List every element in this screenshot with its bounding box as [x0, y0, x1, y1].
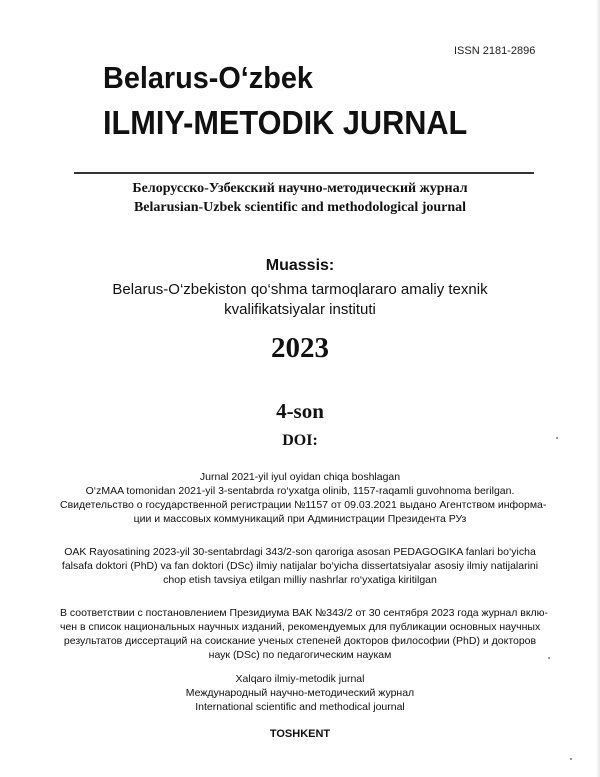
founder-name-line2: kvalifikatsiyalar instituti [224, 301, 376, 318]
page-edge-shadow [596, 0, 600, 777]
journal-type-ru: Международный научно-методический журнал [185, 687, 415, 699]
journal-type-uz: Xalqaro ilmiy-metodik jurnal [235, 673, 365, 685]
registration-paragraph [60, 470, 547, 526]
oak-russian-line: наук (DSc) по педагогическим наукам [208, 649, 392, 661]
journal-type-paragraph [60, 672, 540, 714]
oak-russian-paragraph [60, 606, 549, 662]
journal-title-line2: ILMIY-METODIK JURNAL [103, 104, 468, 141]
scan-speck [556, 437, 558, 439]
scan-speck [548, 657, 550, 659]
journal-type-en: International scientific and methodical journal [195, 701, 405, 713]
city-name: TOSHKENT [269, 728, 331, 740]
doi-label: DOI: [282, 432, 318, 449]
oak-uzbek-paragraph [60, 545, 540, 587]
subtitle-english: Belarusian-Uzbek scientific and methodological journal [133, 200, 467, 215]
oak-russian-line: В соответствии с постановлением Президиума ВАК №343/2 от 30 сентября 2023 года журнал вклю- [60, 607, 549, 619]
oak-uzbek-line: chop etish tavsiya etilgan milliy nashrlar ro‘yxatiga kiritilgan [163, 574, 437, 586]
divider-rule [74, 172, 534, 174]
journal-title-line1: Belarus-O‘zbek [103, 60, 313, 95]
oak-uzbek-line: OAK Rayosatining 2023-yil 30-sentabrdagi 343/2-son qaroriga asosan PEDAGOGIKA fanlari bo‘yicha [64, 546, 536, 558]
founder-label: Muassis: [265, 257, 335, 274]
registration-line: O‘zMAA tomonidan 2021-yil 3-sentabrda ro‘yxatga olinib, 1157-raqamli guvohnoma berilgan. [85, 485, 515, 497]
publication-year: 2023 [271, 332, 329, 364]
oak-russian-line: результатов диссертаций на соискание ученых степеней докторов философии (PhD) и докторов [63, 635, 537, 647]
scan-speck [570, 758, 572, 760]
oak-uzbek-line: falsafa doktori (PhD) va fan doktori (DSc) ilmiy natijalar bo‘yicha dissertatsiyalar asosiy ilmiy natijalarini [61, 560, 539, 572]
issue-number: 4-son [276, 399, 324, 423]
registration-line: Свидетельство о государственной регистрации №1157 от 09.03.2021 выдано Агентством информа- [60, 499, 547, 511]
founder-name-line1: Belarus-O‘zbekiston qo‘shma tarmoqlararo amaliy texnik [112, 281, 488, 298]
issn-number: ISSN 2181-2896 [454, 45, 536, 57]
subtitle-russian: Белорусско-Узбекский научно-методический журнал [132, 181, 468, 196]
registration-line: ции и массовых коммуникаций при Администрации Президента РУз [133, 513, 467, 525]
registration-line: Jurnal 2021-yil iyul oyidan chiqa boshlagan [199, 471, 401, 483]
oak-russian-line: чен в список национальных научных изданий, рекомендуемых для публикации основных научных [60, 621, 541, 633]
